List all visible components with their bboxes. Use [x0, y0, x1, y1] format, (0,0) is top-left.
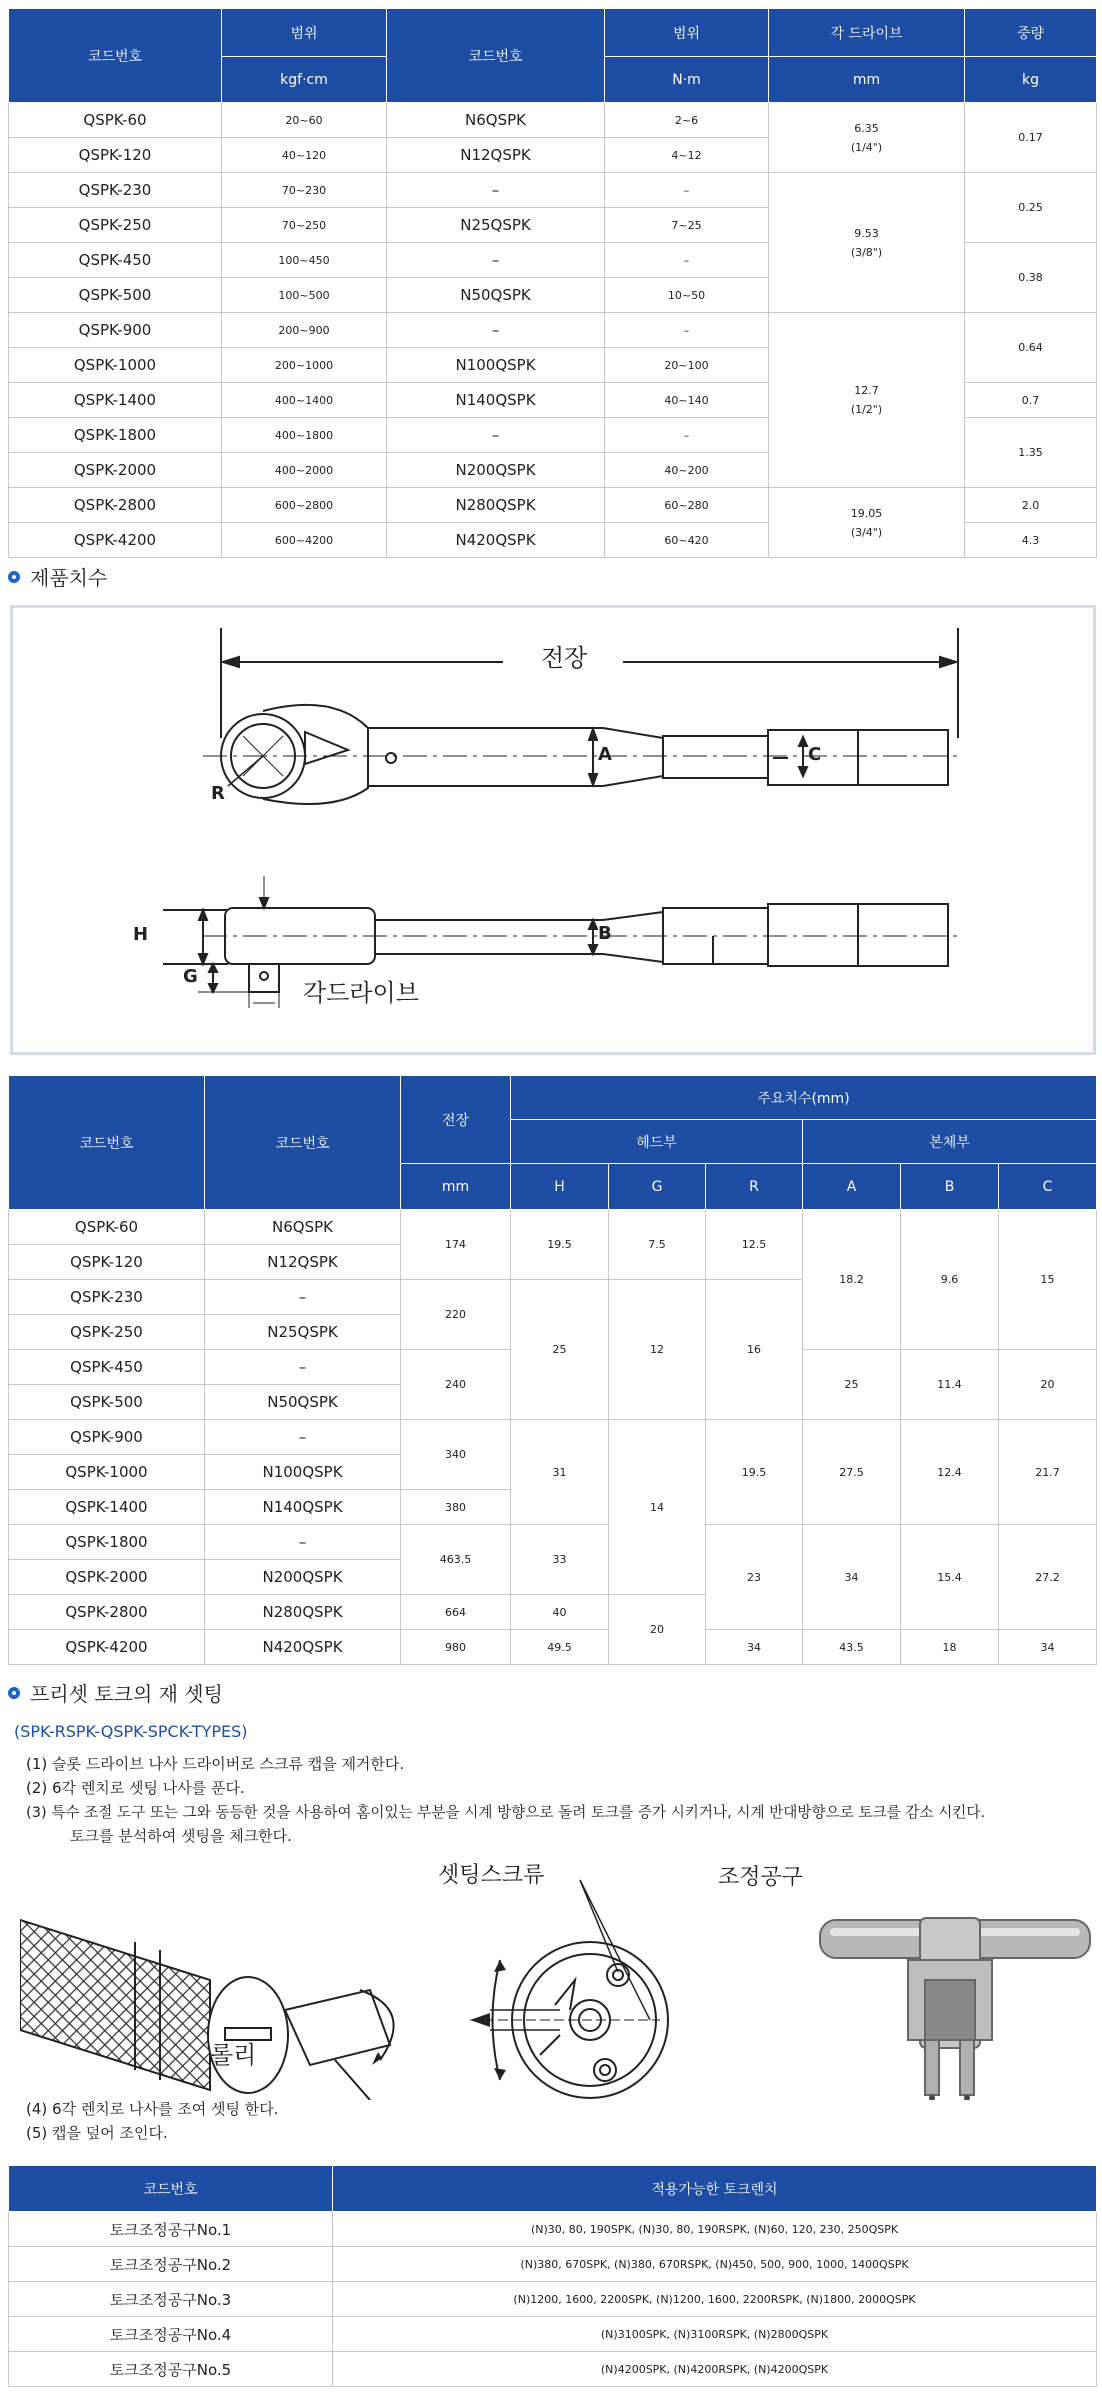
- cell-code: QSPK-1000: [9, 348, 222, 383]
- roller-drawing: [20, 1920, 394, 2100]
- cell-c: 15: [999, 1210, 1097, 1350]
- cell-code: QSPK-2800: [9, 1595, 205, 1630]
- table-row: [9, 103, 1097, 138]
- cell-code2: N140QSPK: [205, 1490, 401, 1525]
- col-length: 전장: [401, 1076, 511, 1164]
- cell-length: 380: [401, 1490, 511, 1525]
- cell-code: QSPK-450: [9, 1350, 205, 1385]
- cell-length: 980: [401, 1630, 511, 1665]
- bullet-icon: [8, 1687, 20, 1699]
- cell-code: QSPK-250: [9, 208, 222, 243]
- cell-weight: 0.38: [965, 243, 1097, 313]
- col-code: 코드번호: [9, 9, 222, 103]
- letter-c: C: [808, 744, 822, 765]
- cell-weight: 0.17: [965, 103, 1097, 173]
- cell-code2: N100QSPK: [205, 1455, 401, 1490]
- col-b: B: [901, 1164, 999, 1210]
- col-body: 본체부: [803, 1120, 1097, 1164]
- cell-range-kgf: 600~4200: [222, 523, 387, 558]
- cell-r: 12.5: [706, 1210, 803, 1280]
- cell-range-kgf: 70~230: [222, 173, 387, 208]
- cell-r: 34: [706, 1630, 803, 1665]
- step-3: (3) 특수 조절 도구 또는 그와 동등한 것을 사용하여 홈이있는 부분을 시계 방향으로 돌려 토크를 증가 시키거나, 시계 반대방향으로 토크를 감소 시킨다.: [26, 1804, 986, 1821]
- cell-a: 18.2: [803, 1210, 901, 1350]
- cell-drive: 19.05 (3/4"): [769, 488, 965, 558]
- cell-range-nm: 40~140: [605, 383, 769, 418]
- cell-h: 33: [511, 1525, 609, 1595]
- cell-weight: 4.3: [965, 523, 1097, 558]
- col-g: G: [609, 1164, 706, 1210]
- col-applicable: 적용가능한 토크렌치: [333, 2166, 1097, 2212]
- table-row: [9, 1420, 1097, 1455]
- cell-code2: –: [387, 418, 605, 453]
- dimension-diagram: [10, 605, 1096, 1055]
- cell-drive: 12.7 (1/2"): [769, 313, 965, 488]
- table-row: [9, 2317, 1097, 2352]
- table-row: [9, 2282, 1097, 2317]
- table-row: [9, 2352, 1097, 2387]
- step-1: (1) 슬롯 드라이브 나사 드라이버로 스크류 캡을 제거한다.: [26, 1755, 405, 1773]
- table-row: [9, 488, 1097, 523]
- roller-label: 롤리: [210, 2041, 257, 2069]
- cell-code: QSPK-120: [9, 138, 222, 173]
- cell-range-kgf: 70~250: [222, 208, 387, 243]
- cell-c: 21.7: [999, 1420, 1097, 1525]
- cell-range-kgf: 400~1400: [222, 383, 387, 418]
- setting-screw-label: 셋팅스크류: [438, 1863, 545, 1888]
- bullet-icon: [8, 571, 20, 583]
- letter-b: B: [598, 923, 612, 944]
- cell-range-nm: 40~200: [605, 453, 769, 488]
- cell-h: 19.5: [511, 1210, 609, 1280]
- cell-h: 40: [511, 1595, 609, 1630]
- cell-g: 12: [609, 1280, 706, 1420]
- cell-range-kgf: 600~2800: [222, 488, 387, 523]
- wrench-drawing: [13, 608, 1093, 1052]
- unit-kgf: kgf·cm: [222, 57, 387, 103]
- tool-table: [8, 2165, 1097, 2387]
- col-c: C: [999, 1164, 1097, 1210]
- cell-length: 664: [401, 1595, 511, 1630]
- cell-code: QSPK-4200: [9, 1630, 205, 1665]
- unit-length: mm: [401, 1164, 511, 1210]
- cell-code: QSPK-1800: [9, 1525, 205, 1560]
- cell-weight: 0.25: [965, 173, 1097, 243]
- cell-range-nm: 10~50: [605, 278, 769, 313]
- cell-weight: 0.7: [965, 383, 1097, 418]
- col-main-dims: 주요치수(mm): [511, 1076, 1097, 1120]
- cell-length: 463.5: [401, 1525, 511, 1595]
- table-row: [9, 1210, 1097, 1245]
- cell-tool: 토크조정공구No.5: [9, 2352, 333, 2387]
- cell-code: QSPK-1800: [9, 418, 222, 453]
- cell-code: QSPK-450: [9, 243, 222, 278]
- cell-code2: –: [205, 1280, 401, 1315]
- cell-range-nm: 60~280: [605, 488, 769, 523]
- cell-code2: N12QSPK: [205, 1245, 401, 1280]
- cell-models: (N)380, 670SPK, (N)380, 670RSPK, (N)450, 500, 900, 1000, 1400QSPK: [333, 2247, 1097, 2282]
- cell-code2: N50QSPK: [387, 278, 605, 313]
- cell-code2: N200QSPK: [387, 453, 605, 488]
- cell-h: 49.5: [511, 1630, 609, 1665]
- cell-b: 18: [901, 1630, 999, 1665]
- length-label: 전장: [541, 644, 588, 672]
- cell-drive: 6.35 (1/4"): [769, 103, 965, 173]
- cell-weight: 0.64: [965, 313, 1097, 383]
- col-range-nm: 범위: [605, 9, 769, 57]
- cell-range-kgf: 200~1000: [222, 348, 387, 383]
- cell-a: 27.5: [803, 1420, 901, 1525]
- cell-code2: N6QSPK: [387, 103, 605, 138]
- cell-a: 34: [803, 1525, 901, 1630]
- cell-code: QSPK-500: [9, 1385, 205, 1420]
- cell-c: 34: [999, 1630, 1097, 1665]
- cell-code: QSPK-2800: [9, 488, 222, 523]
- cell-code: QSPK-900: [9, 313, 222, 348]
- col-weight: 중량: [965, 9, 1097, 57]
- cell-code: QSPK-230: [9, 1280, 205, 1315]
- cell-range-kgf: 40~120: [222, 138, 387, 173]
- col-a: A: [803, 1164, 901, 1210]
- reset-illustration: [20, 1860, 1100, 2100]
- cell-code2: N420QSPK: [387, 523, 605, 558]
- cell-code2: N25QSPK: [205, 1315, 401, 1350]
- cell-r: 23: [706, 1525, 803, 1630]
- unit-nm: N·m: [605, 57, 769, 103]
- cell-code: QSPK-1400: [9, 383, 222, 418]
- col-code2: 코드번호: [387, 9, 605, 103]
- cell-tool: 토크조정공구No.3: [9, 2282, 333, 2317]
- cell-a: 43.5: [803, 1630, 901, 1665]
- cell-g: 20: [609, 1595, 706, 1665]
- cell-models: (N)1200, 1600, 2200SPK, (N)1200, 1600, 2200RSPK, (N)1800, 2000QSPK: [333, 2282, 1097, 2317]
- table-row: [9, 2212, 1097, 2247]
- cell-code: QSPK-230: [9, 173, 222, 208]
- cell-r: 16: [706, 1280, 803, 1420]
- table-row: [9, 2247, 1097, 2282]
- table-row: [9, 1630, 1097, 1665]
- cell-range-nm: –: [605, 173, 769, 208]
- cell-code2: –: [205, 1350, 401, 1385]
- cell-length: 340: [401, 1420, 511, 1490]
- cell-c: 20: [999, 1350, 1097, 1420]
- col-code2: 코드번호: [205, 1076, 401, 1210]
- cell-tool: 토크조정공구No.1: [9, 2212, 333, 2247]
- cell-code2: N280QSPK: [387, 488, 605, 523]
- col-h: H: [511, 1164, 609, 1210]
- col-range-kgf: 범위: [222, 9, 387, 57]
- cell-code2: N50QSPK: [205, 1385, 401, 1420]
- cell-code: QSPK-60: [9, 103, 222, 138]
- col-r: R: [706, 1164, 803, 1210]
- letter-g: G: [183, 966, 198, 987]
- cell-b: 12.4: [901, 1420, 999, 1525]
- step-2: (2) 6각 렌치로 셋팅 나사를 푼다.: [26, 1779, 245, 1797]
- cell-code: QSPK-2000: [9, 453, 222, 488]
- cell-range-nm: –: [605, 313, 769, 348]
- col-head: 헤드부: [511, 1120, 803, 1164]
- letter-r: R: [211, 783, 225, 804]
- unit-drive: mm: [769, 57, 965, 103]
- cell-code: QSPK-4200: [9, 523, 222, 558]
- cell-code: QSPK-1400: [9, 1490, 205, 1525]
- cell-h: 25: [511, 1280, 609, 1420]
- step-4: (4) 6각 렌치로 나사를 조여 셋팅 한다.: [26, 2100, 279, 2118]
- cell-code2: N140QSPK: [387, 383, 605, 418]
- spec-table: [8, 8, 1097, 558]
- cell-range-nm: 4~12: [605, 138, 769, 173]
- cell-length: 220: [401, 1280, 511, 1350]
- step-3-cont: 토크를 분석하여 셋팅을 체크한다.: [70, 1827, 292, 1845]
- cell-code2: N200QSPK: [205, 1560, 401, 1595]
- cell-code2: –: [205, 1420, 401, 1455]
- drive-label: 각드라이브: [303, 979, 419, 1007]
- letter-h: H: [133, 924, 149, 945]
- cell-models: (N)30, 80, 190SPK, (N)30, 80, 190RSPK, (N)60, 120, 230, 250QSPK: [333, 2212, 1097, 2247]
- cell-models: (N)4200SPK, (N)4200RSPK, (N)4200QSPK: [333, 2352, 1097, 2387]
- letter-a: A: [598, 744, 612, 765]
- cell-code: QSPK-900: [9, 1420, 205, 1455]
- cell-length: 240: [401, 1350, 511, 1420]
- cell-code2: –: [387, 173, 605, 208]
- cell-tool: 토크조정공구No.2: [9, 2247, 333, 2282]
- adjust-tool-drawing: [820, 1918, 1090, 2100]
- cell-range-nm: 60~420: [605, 523, 769, 558]
- cell-models: (N)3100SPK, (N)3100RSPK, (N)2800QSPK: [333, 2317, 1097, 2352]
- cell-range-nm: –: [605, 243, 769, 278]
- cell-b: 9.6: [901, 1210, 999, 1350]
- cell-code2: N280QSPK: [205, 1595, 401, 1630]
- cell-length: 174: [401, 1210, 511, 1280]
- cell-g: 7.5: [609, 1210, 706, 1280]
- cell-range-kgf: 200~900: [222, 313, 387, 348]
- cell-r: 19.5: [706, 1420, 803, 1525]
- adjust-tool-label: 조정공구: [718, 1865, 804, 1890]
- cell-code2: –: [205, 1525, 401, 1560]
- table-row: [9, 1525, 1097, 1560]
- col-code: 코드번호: [9, 1076, 205, 1210]
- step-5: (5) 캡을 덮어 조인다.: [26, 2124, 168, 2142]
- cell-code: QSPK-500: [9, 278, 222, 313]
- cell-range-kgf: 100~450: [222, 243, 387, 278]
- cell-code2: N420QSPK: [205, 1630, 401, 1665]
- cell-code2: N6QSPK: [205, 1210, 401, 1245]
- cell-b: 11.4: [901, 1350, 999, 1420]
- cell-code: QSPK-250: [9, 1315, 205, 1350]
- col-code: 코드번호: [9, 2166, 333, 2212]
- cell-g: 14: [609, 1420, 706, 1595]
- cell-range-kgf: 20~60: [222, 103, 387, 138]
- cell-a: 25: [803, 1350, 901, 1420]
- cell-drive: 9.53 (3/8"): [769, 173, 965, 313]
- cell-code: QSPK-60: [9, 1210, 205, 1245]
- cell-weight: 1.35: [965, 418, 1097, 488]
- cell-tool: 토크조정공구No.4: [9, 2317, 333, 2352]
- dimension-table: [8, 1075, 1097, 1665]
- section-title-reset: 프리셋 토크의 재 셋팅: [8, 1678, 223, 1707]
- cell-range-nm: 20~100: [605, 348, 769, 383]
- table-row: [9, 313, 1097, 348]
- cell-code: QSPK-1000: [9, 1455, 205, 1490]
- cell-weight: 2.0: [965, 488, 1097, 523]
- types-subtitle: (SPK-RSPK-QSPK-SPCK-TYPES): [14, 1722, 248, 1741]
- cell-c: 27.2: [999, 1525, 1097, 1630]
- setting-screw-drawing: [470, 1880, 668, 2098]
- cell-range-nm: 2~6: [605, 103, 769, 138]
- cell-range-nm: 7~25: [605, 208, 769, 243]
- col-drive: 각 드라이브: [769, 9, 965, 57]
- cell-range-nm: –: [605, 418, 769, 453]
- cell-code2: –: [387, 243, 605, 278]
- table-row: [9, 173, 1097, 208]
- cell-code2: –: [387, 313, 605, 348]
- cell-b: 15.4: [901, 1525, 999, 1630]
- cell-range-kgf: 400~1800: [222, 418, 387, 453]
- cell-code2: N100QSPK: [387, 348, 605, 383]
- cell-h: 31: [511, 1420, 609, 1525]
- unit-weight: kg: [965, 57, 1097, 103]
- cell-range-kgf: 100~500: [222, 278, 387, 313]
- cell-code2: N25QSPK: [387, 208, 605, 243]
- cell-code2: N12QSPK: [387, 138, 605, 173]
- cell-code: QSPK-120: [9, 1245, 205, 1280]
- section-title-dimensions: 제품치수: [8, 562, 107, 591]
- cell-code: QSPK-2000: [9, 1560, 205, 1595]
- cell-range-kgf: 400~2000: [222, 453, 387, 488]
